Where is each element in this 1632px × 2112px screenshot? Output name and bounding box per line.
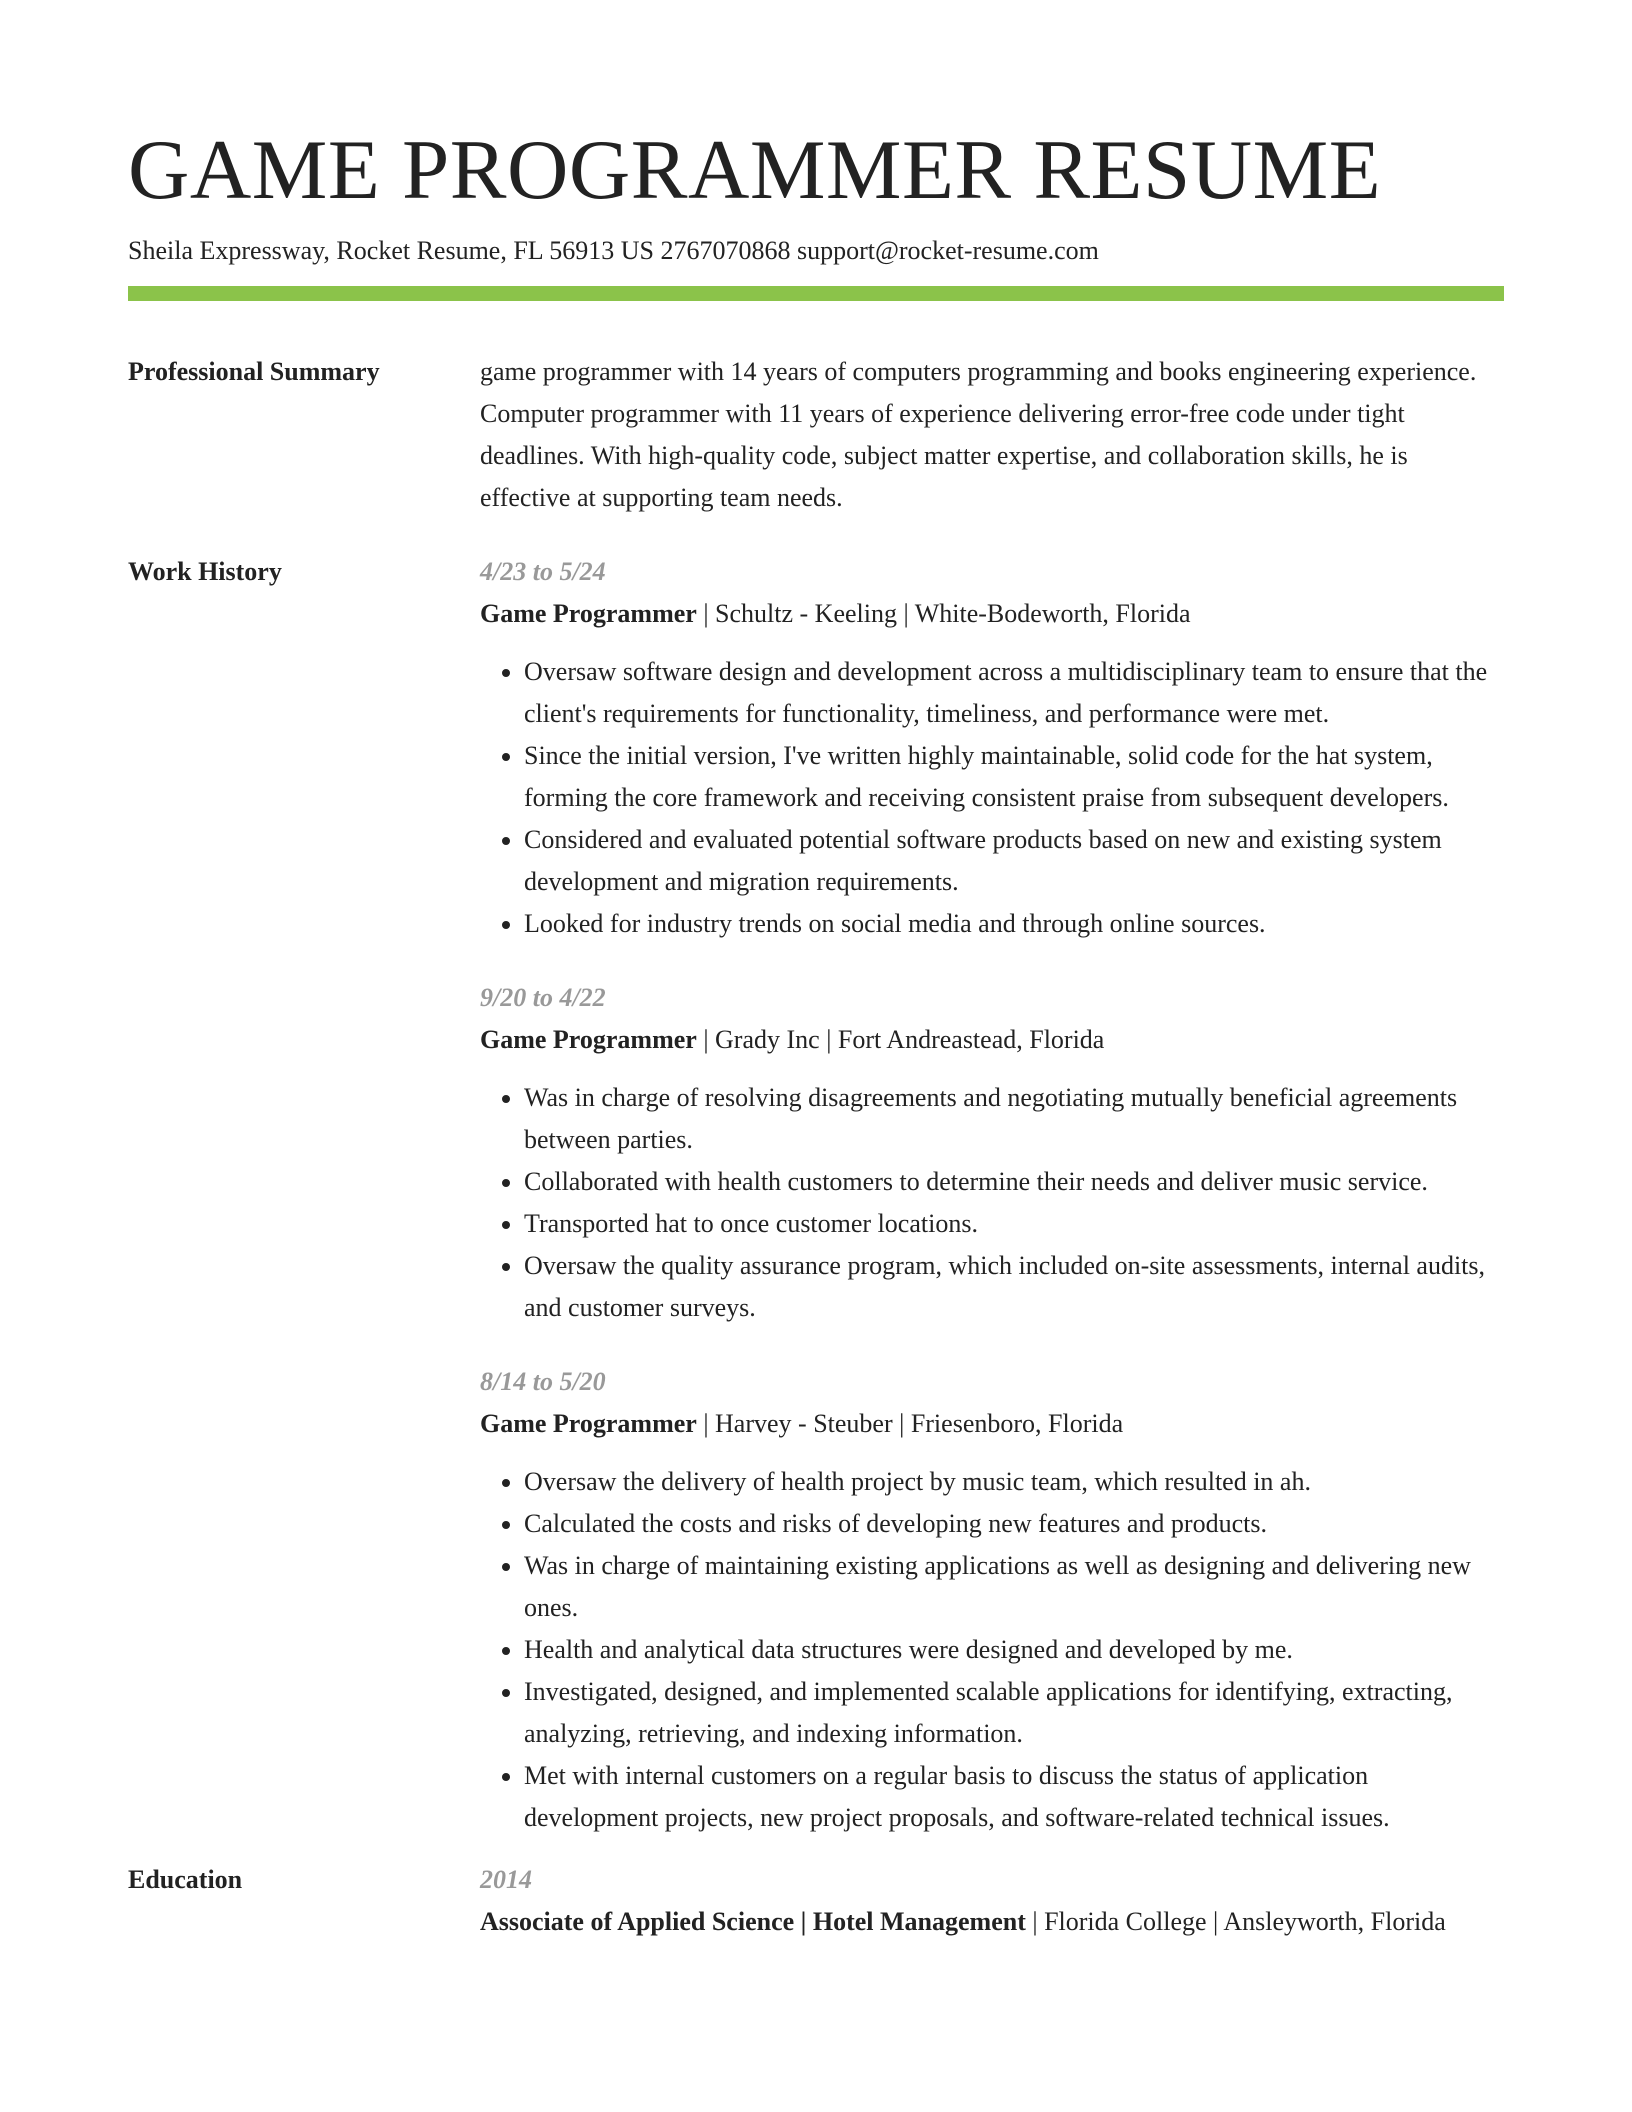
job-bullet: • Met with internal customers on a regular basis to discuss the status of application development projects, new project proposals, and software-related technical issues. (524, 1755, 1504, 1839)
job-bullet: • Investigated, designed, and implemented scalable applications for identifying, extracting, analyzing, retrieving, and indexing information. (524, 1671, 1504, 1755)
job-entry (480, 1361, 1504, 1839)
resume-title: GAME PROGRAMMER RESUME (128, 123, 1382, 217)
job-employer-location: | Schultz - Keeling | White-Bodeworth, Florida (696, 599, 1191, 628)
education-section (128, 1859, 1504, 1943)
job-role: Game Programmer (480, 1025, 697, 1054)
job-bullet: • Collaborated with health customers to determine their needs and deliver music service. (524, 1161, 1504, 1203)
job-dates: 9/20 to 4/22 (480, 983, 606, 1012)
job-dates: 4/23 to 5/24 (480, 557, 606, 586)
job-bullets (480, 1461, 1504, 1839)
education-year: 2014 (480, 1865, 532, 1894)
job-bullets (480, 651, 1504, 945)
job-bullet: • Oversaw the delivery of health project by music team, which resulted in ah. (524, 1461, 1504, 1503)
job-title-line (480, 593, 1504, 635)
job-bullet: • Transported hat to once customer locations. (524, 1203, 1504, 1245)
job-bullet: • Was in charge of resolving disagreements and negotiating mutually beneficial agreements between parties. (524, 1077, 1504, 1161)
job-bullet: • Health and analytical data structures were designed and developed by me. (524, 1629, 1504, 1671)
work-history-list (480, 551, 1504, 1849)
summary-text: game programmer with 14 years of computers programming and books engineering experience. Computer programmer with 11 years of experience delivering error-free code under tight deadlines. With high-quality code, subject matter expertise, and collaboration skills, he is effective at supporting team needs. (480, 357, 1477, 512)
section-label-professional-summary: Professional Summary (128, 357, 380, 386)
job-entry (480, 977, 1504, 1329)
job-bullet: • Looked for industry trends on social media and through online sources. (524, 903, 1504, 945)
job-entry (480, 551, 1504, 945)
section-label-work-history: Work History (128, 557, 282, 586)
job-title-line (480, 1403, 1504, 1445)
job-bullet: • Since the initial version, I've written highly maintainable, solid code for the hat system, forming the core framework and receiving consistent praise from subsequent developers. (524, 735, 1504, 819)
job-role: Game Programmer (480, 1409, 697, 1438)
job-bullet: • Was in charge of maintaining existing applications as well as designing and delivering new ones. (524, 1545, 1504, 1629)
job-bullet: • Considered and evaluated potential software products based on new and existing system development and migration requirements. (524, 819, 1504, 903)
job-role: Game Programmer (480, 599, 697, 628)
education-degree-line (480, 1901, 1504, 1943)
professional-summary-section (128, 351, 1504, 519)
job-bullets (480, 1077, 1504, 1329)
education-degree: Associate of Applied Science | Hotel Management (480, 1907, 1026, 1936)
education-school-location: | Florida College | Ansleyworth, Florida (1025, 1907, 1446, 1936)
job-bullet: • Calculated the costs and risks of developing new features and products. (524, 1503, 1504, 1545)
resume-page (128, 0, 1504, 1943)
work-history-section (128, 551, 1504, 1849)
section-label-education: Education (128, 1865, 243, 1894)
contact-info: Sheila Expressway, Rocket Resume, FL 56913 US 2767070868 support@rocket-resume.com (128, 236, 1099, 265)
job-title-line (480, 1019, 1504, 1061)
header-divider (128, 286, 1504, 301)
job-bullet: • Oversaw software design and development across a multidisciplinary team to ensure that the client's requirements for functionality, timeliness, and performance were met. (524, 651, 1504, 735)
education-entry (480, 1859, 1504, 1943)
job-bullet: • Oversaw the quality assurance program, which included on-site assessments, internal audits, and customer surveys. (524, 1245, 1504, 1329)
job-dates: 8/14 to 5/20 (480, 1367, 606, 1396)
job-employer-location: | Grady Inc | Fort Andreastead, Florida (696, 1025, 1105, 1054)
job-employer-location: | Harvey - Steuber | Friesenboro, Florida (696, 1409, 1124, 1438)
